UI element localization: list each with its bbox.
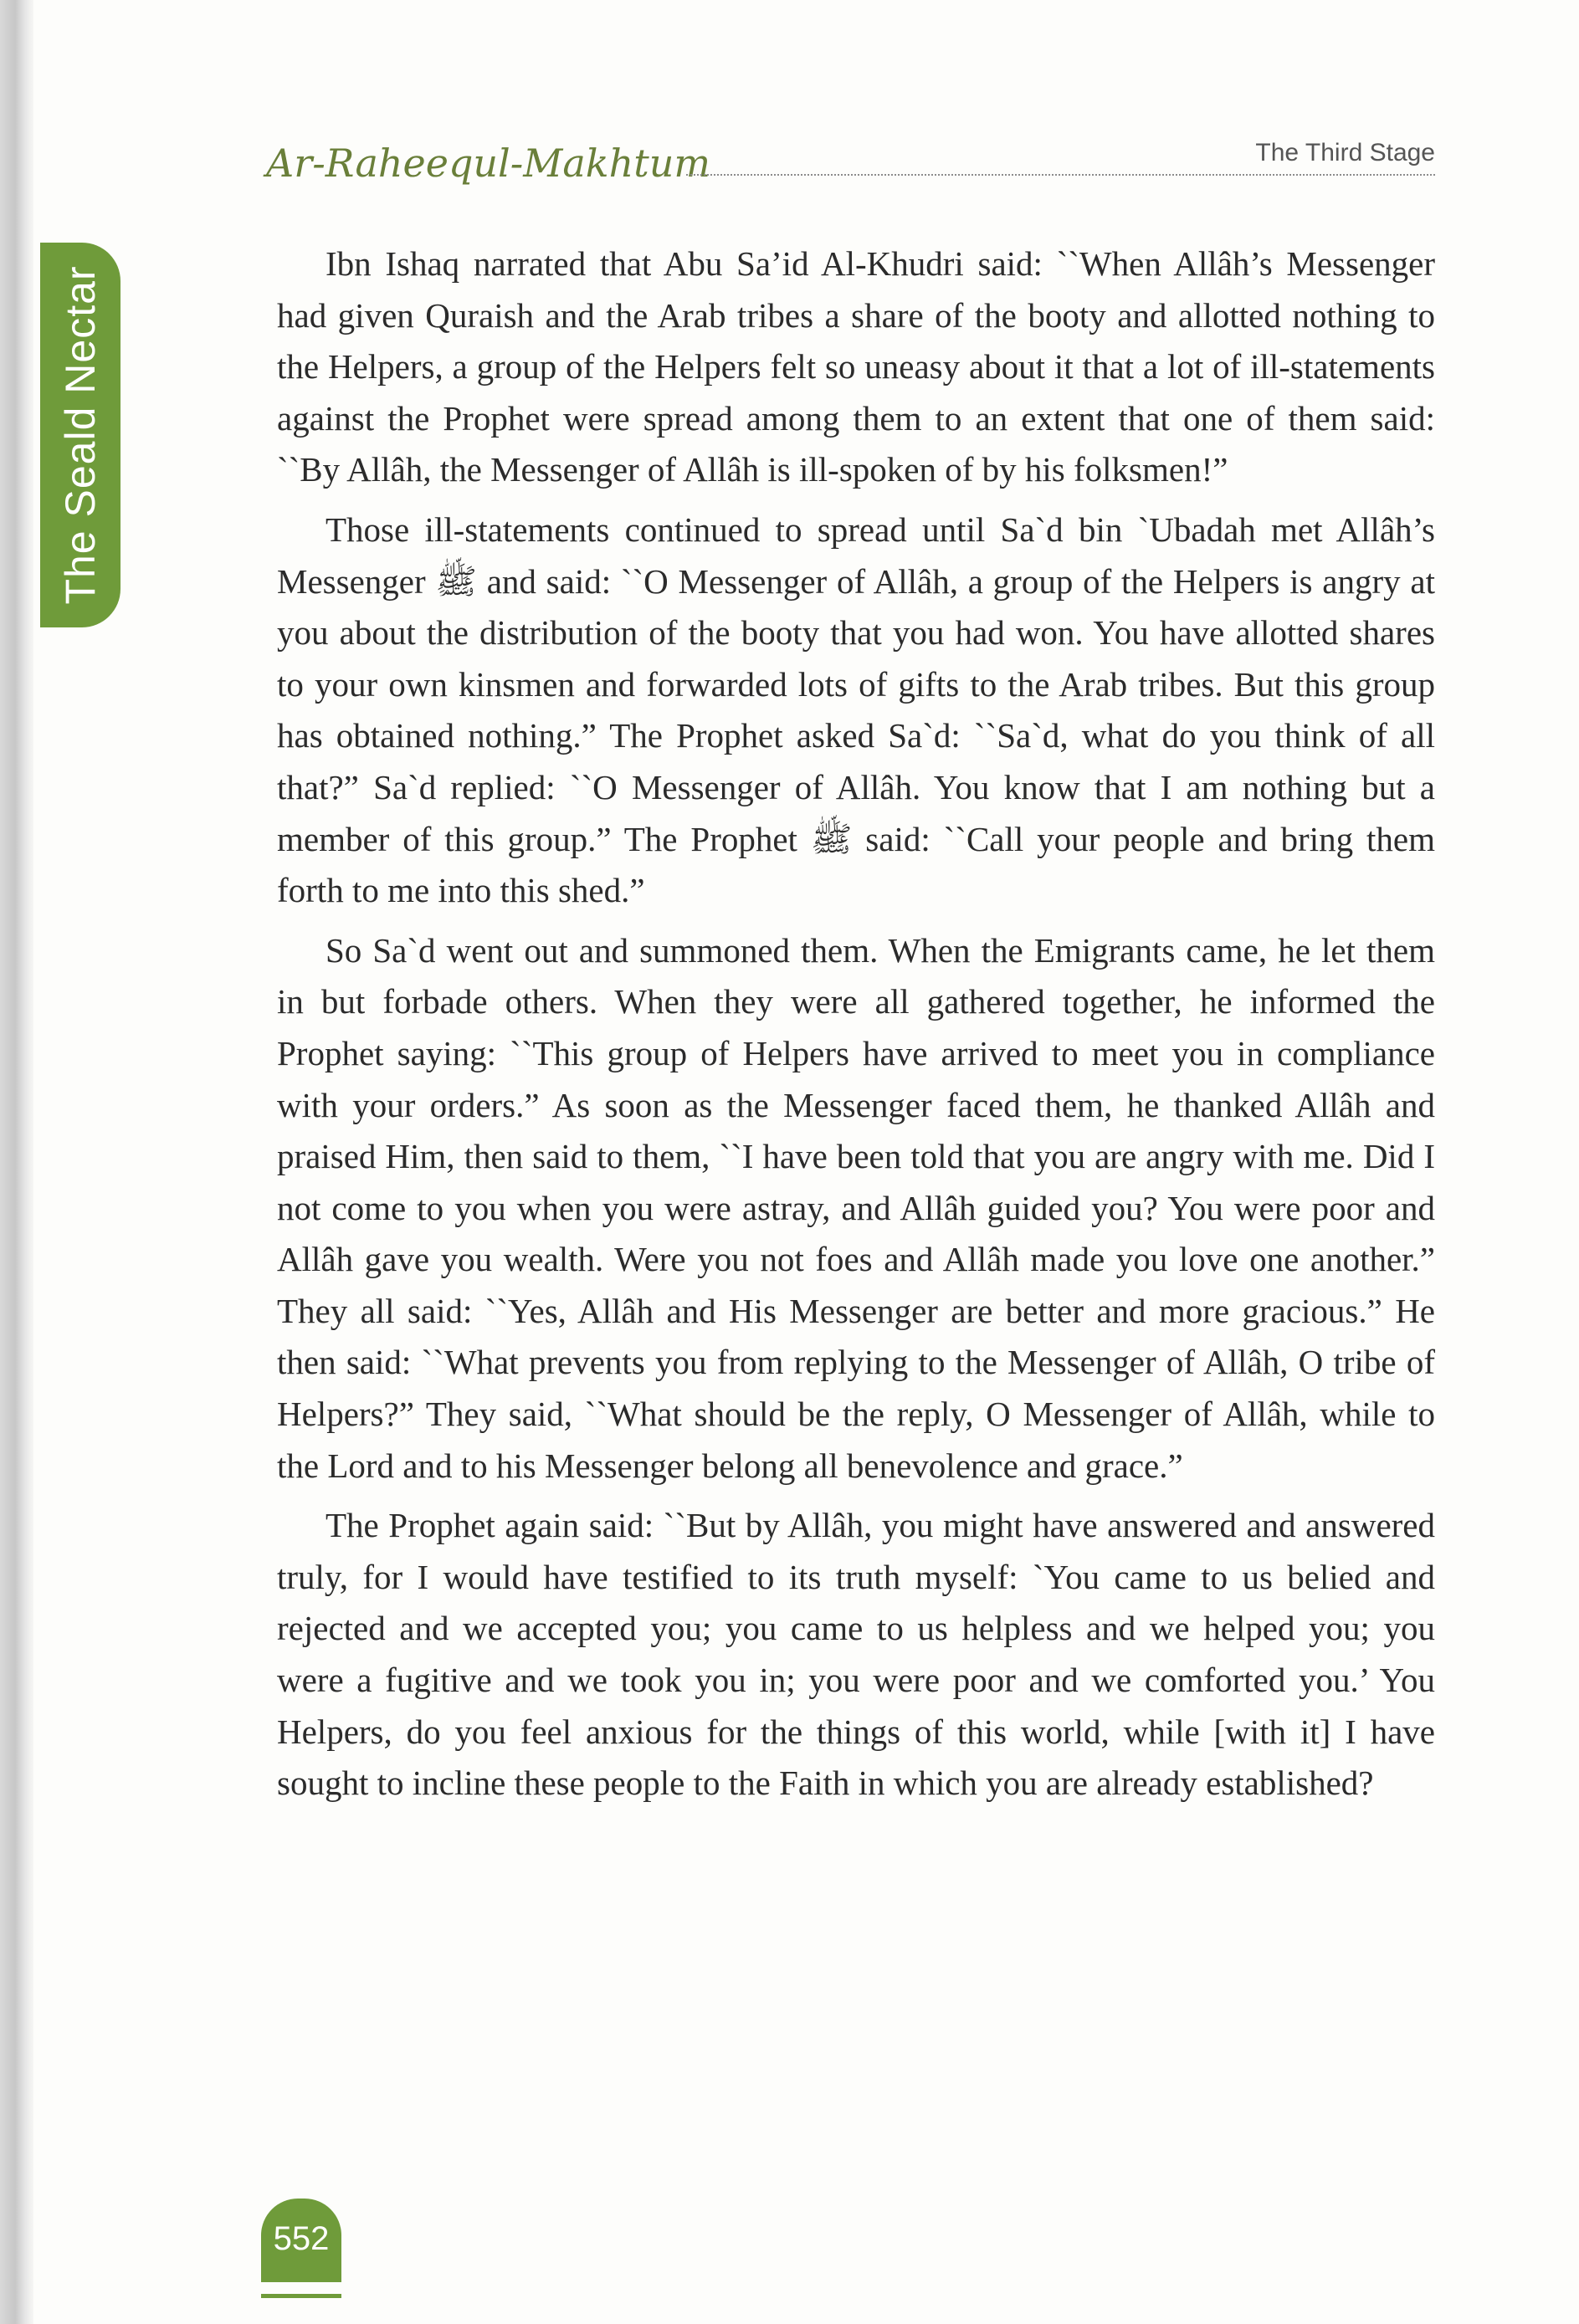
side-tab-label: The Seald Nectar <box>57 265 104 605</box>
running-header-book-title: Ar-Raheequl-Makhtum <box>266 141 711 186</box>
paragraph: The Prophet again said: ``But by Allâh, you might have answered and answered truly, for I would have testified to its truth myself: `You came to us belied and rejected and we accepted you; you came to us helpless and we helped you; you were a fugitive and we took you in; you were poor and we comforted you.’ You Helpers, do you feel anxious for the things of this world, while [with it] I have sought to incline these people to the Faith in which you are already established? <box>277 1506 1435 1803</box>
header-dotted-rule <box>686 174 1435 176</box>
book-spine-shadow <box>0 0 33 2324</box>
page-number-tab <box>261 2199 341 2282</box>
page-number: 552 <box>273 2220 330 2257</box>
paragraph: So Sa`d went out and summoned them. When the Emigrants came, he let them in but forbade others. When they were all gathered together, he informed the Prophet saying: ``This group of Helpers have arrived to meet you in compliance with your orders.” As soon as the Messenger faced them, he thanked Allâh and praised Him, then said to them, ``I have been told that you are angry with me. Did I not come to you when you were astray, and Allâh guided you? You were poor and Allâh gave you wealth. Were you not foes and Allâh made you love one another.” They all said: ``Yes, Allâh and His Messenger are better and more gracious.” He then said: ``What prevents you from replying to the Messenger of Allâh, O tribe of Helpers?” They said, ``What should be the reply, O Messenger of Allâh, while to the Lord and to his Messenger belong all benevolence and grace.” <box>277 930 1435 1485</box>
page-number-underline <box>261 2294 341 2298</box>
body-text <box>277 238 1435 1818</box>
running-header-section: The Third Stage <box>1255 139 1435 166</box>
paragraph: Ibn Ishaq narrated that Abu Sa’id Al-Khudri said: ``When Allâh’s Messenger had given Quraish and the Arab tribes a share of the booty and allotted nothing to the Helpers, a group of the Helpers felt so uneasy about it that a lot of ill-statements against the Prophet were spread among them to an extent that one of them said: ``By Allâh, the Messenger of Allâh is ill-spoken of by his folksmen!” <box>277 244 1435 489</box>
paragraph: Those ill-statements continued to spread until Sa`d bin `Ubadah met Allâh’s Messenger ﷺ and said: ``O Messenger of Allâh, a group of the Helpers is angry at you about the distribution of the booty that you had won. You have allotted shares to your own kinsmen and forwarded lots of gifts to the Arab tribes. But this group has obtained nothing.” The Prophet asked Sa`d: ``Sa`d, what do you think of all that?” Sa`d replied: ``O Messenger of Allâh. You know that I am nothing but a member of this group.” The Prophet ﷺ said: ``Call your people and bring them forth to me into this shed.” <box>277 509 1435 910</box>
